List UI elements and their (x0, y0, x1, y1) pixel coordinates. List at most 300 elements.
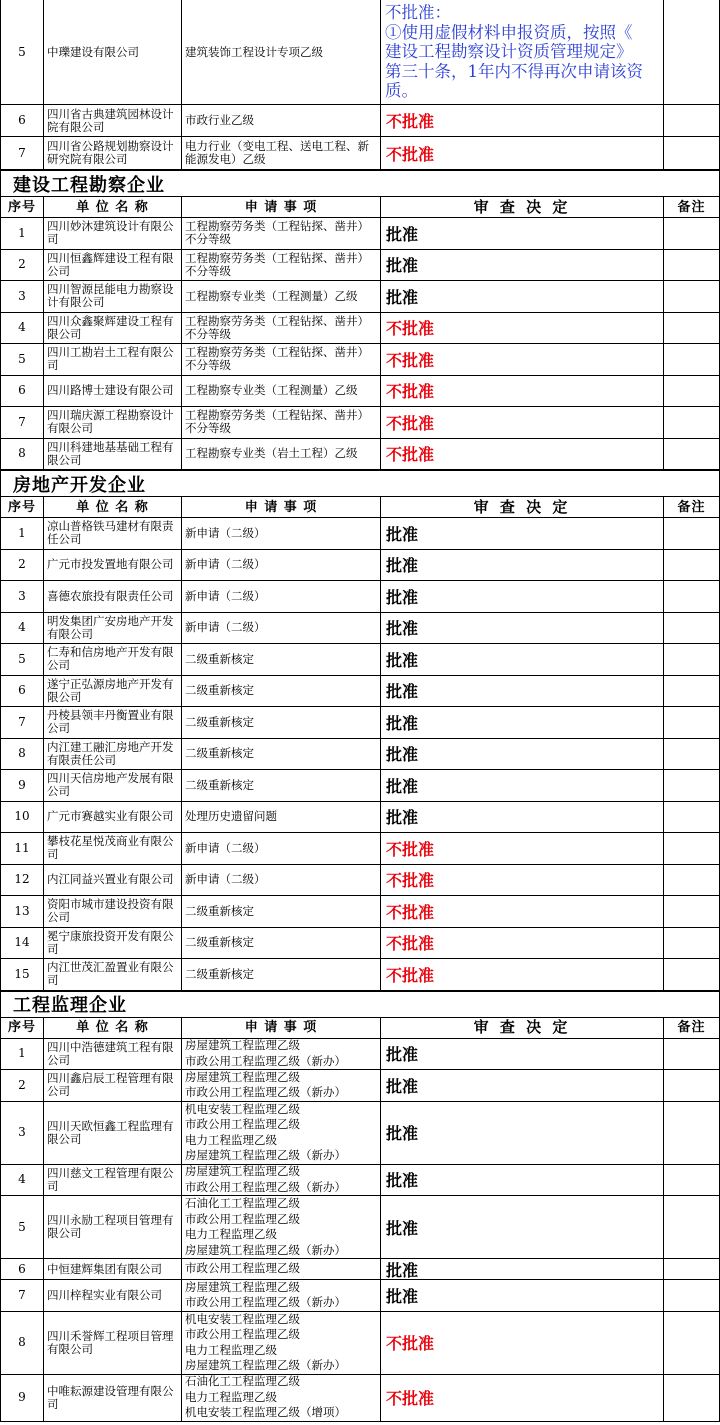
application-item-cell (182, 959, 381, 990)
table-row (0, 833, 720, 865)
row-number: 5 (18, 651, 26, 666)
review-decision-cell (381, 676, 664, 707)
row-number: 6 (18, 113, 26, 127)
header-remark: 备注 (677, 1020, 706, 1035)
company-cell (44, 770, 182, 801)
company-name: 中瓅建设有限公司 (47, 44, 139, 59)
application-item-line: 市政公用工程监理乙级（新办） (185, 1179, 346, 1194)
header-decision: 审 查 决 定 (473, 497, 571, 516)
table-row (0, 439, 720, 471)
company-name: 四川路博士建设有限公司 (47, 383, 174, 398)
application-item-line: 机电安装工程监理乙级 (185, 1311, 300, 1326)
application-item-line: 房屋建筑工程监理乙级 (185, 1070, 300, 1084)
application-item-cell (182, 802, 381, 833)
header-decision: 审 查 决 定 (473, 1018, 571, 1036)
row-number-cell (0, 250, 44, 281)
company-cell (44, 644, 182, 675)
company-cell (44, 1070, 182, 1101)
table-section (0, 170, 720, 470)
table-row (0, 1375, 720, 1422)
company-name: 仁寿和信房地产开发有限公司 (47, 645, 174, 673)
application-item-line: 房屋建筑工程监理乙级（新办） (185, 1148, 346, 1162)
decision-note-line: ①使用虚假材料申报资质，按照《 (385, 22, 633, 42)
application-item-line: 石油化工工程监理乙级 (185, 1374, 300, 1389)
review-decision: 不批准 (386, 350, 435, 370)
application-item: 新申请（二级） (185, 872, 266, 887)
review-decision: 不批准 (386, 1334, 435, 1353)
application-item-line: 房屋建筑工程监理乙级 (185, 1164, 300, 1179)
application-item: 处理历史遗留问题 (185, 809, 277, 824)
company-name: 四川天欧恒鑫工程监理有限公司 (47, 1118, 174, 1146)
application-item: 建筑装饰工程设计专项乙级 (185, 44, 323, 59)
review-decision-cell (381, 137, 664, 169)
application-item: 二级重新核定 (185, 683, 254, 698)
header-company-cell (44, 197, 182, 217)
review-decision: 批准 (386, 287, 419, 307)
company-cell (44, 1102, 182, 1164)
review-decision-cell (381, 344, 664, 375)
review-decision-cell (381, 250, 664, 281)
application-item: 新申请（二级） (185, 588, 266, 603)
application-item: 工程勘察劳务类（工程钻探、凿井）不分等级 (185, 313, 369, 341)
company-cell (44, 0, 182, 104)
application-item-cell (182, 518, 381, 549)
application-item-line: 电力工程监理乙级 (185, 1389, 277, 1404)
review-decision-cell (381, 896, 664, 927)
review-decision: 批准 (386, 556, 419, 576)
row-number-cell (0, 218, 44, 249)
company-name: 四川妙沐建筑设计有限公司 (47, 219, 174, 247)
company-cell (44, 1039, 182, 1070)
row-number: 3 (18, 1125, 26, 1139)
application-item-line: 房屋建筑工程监理乙级 (185, 1038, 300, 1053)
header-number-cell (0, 197, 44, 217)
application-item-cell (182, 676, 381, 707)
company-name: 攀枝花星悦茂商业有限公司 (47, 834, 174, 862)
table-row (0, 137, 720, 170)
row-number-cell (0, 1102, 44, 1164)
row-number: 8 (18, 446, 26, 461)
row-number-cell (0, 739, 44, 770)
review-decision: 批准 (386, 1076, 419, 1096)
remark-cell (664, 1259, 720, 1279)
header-decision-cell (381, 197, 664, 217)
review-decision: 批准 (386, 745, 419, 765)
row-number-cell (0, 707, 44, 738)
table-row (0, 770, 720, 802)
application-item: 二级重新核定 (185, 935, 254, 950)
application-item: 二级重新核定 (185, 746, 254, 761)
review-decision: 不批准 (386, 413, 435, 433)
table-row (0, 928, 720, 960)
application-item-line: 机电安装工程监理乙级（增项） (185, 1405, 346, 1420)
row-number-cell (0, 833, 44, 864)
application-item-line: 电力工程监理乙级 (185, 1342, 277, 1357)
company-cell (44, 865, 182, 896)
company-cell (44, 896, 182, 927)
application-item-line: 房屋建筑工程监理乙级（新办） (185, 1242, 346, 1257)
table-row (0, 1196, 720, 1259)
review-decision-cell (381, 1165, 664, 1196)
application-item-line: 石油化工工程监理乙级 (185, 1196, 300, 1210)
row-number: 14 (14, 935, 30, 950)
review-decision-cell (381, 959, 664, 990)
application-item-line: 市政公用工程监理乙级 (185, 1211, 300, 1226)
table-row (0, 1259, 720, 1280)
application-item: 二级重新核定 (185, 651, 254, 666)
application-item-cell (182, 281, 381, 312)
application-item-cell (182, 376, 381, 407)
company-cell (44, 833, 182, 864)
remark-cell (664, 707, 720, 738)
company-cell (44, 344, 182, 375)
review-decision-cell (381, 1280, 664, 1311)
application-item-cell (182, 218, 381, 249)
remark-cell (664, 1280, 720, 1311)
company-cell (44, 739, 182, 770)
review-decision: 批准 (386, 1260, 419, 1279)
header-decision-cell (381, 497, 664, 517)
application-item: 工程勘察专业类（岩土工程）乙级 (185, 446, 358, 461)
review-decision-cell (381, 581, 664, 612)
review-decision: 批准 (386, 587, 419, 607)
header-number-cell (0, 497, 44, 517)
application-item: 工程勘察劳务类（工程钻探、凿井）不分等级 (185, 219, 369, 247)
company-name: 四川瑞庆源工程勘察设计有限公司 (47, 408, 174, 436)
remark-cell (664, 1165, 720, 1196)
row-number: 12 (14, 872, 30, 887)
review-decision: 批准 (386, 682, 419, 702)
company-cell (44, 376, 182, 407)
company-name: 四川恒鑫辉建设工程有限公司 (47, 250, 174, 278)
remark-cell (664, 644, 720, 675)
header-number: 序号 (7, 199, 36, 215)
table-row (0, 959, 720, 991)
application-item-line: 房屋建筑工程监理乙级 (185, 1280, 300, 1294)
header-company-cell (44, 1018, 182, 1038)
row-number: 8 (18, 1335, 26, 1349)
company-name: 四川天信房地产发展有限公司 (47, 771, 174, 799)
review-decision-cell (381, 0, 664, 104)
review-decision: 不批准 (386, 319, 435, 339)
company-cell (44, 1280, 182, 1311)
company-name: 四川梓程实业有限公司 (47, 1287, 162, 1302)
company-name: 凉山普格铁马建材有限责任公司 (47, 519, 174, 547)
table-row (0, 218, 720, 250)
application-item-list (182, 1375, 380, 1421)
remark-cell (664, 344, 720, 375)
company-name: 喜德农旅投有限责任公司 (47, 588, 174, 603)
review-decision-cell (381, 928, 664, 959)
application-item-cell (182, 739, 381, 770)
company-name: 资阳市城市建设投资有限公司 (47, 897, 174, 925)
application-item-line: 房屋建筑工程监理乙级（新办） (185, 1358, 346, 1372)
review-decision: 不批准 (386, 902, 435, 922)
header-remark-cell (664, 1018, 720, 1038)
row-number: 6 (18, 383, 26, 398)
review-decision: 不批准 (386, 144, 435, 164)
application-item-line: 市政公用工程监理乙级（新办） (185, 1295, 346, 1310)
review-decision: 不批准 (386, 112, 435, 131)
row-number-cell (0, 896, 44, 927)
review-decision-cell (381, 218, 664, 249)
table-row (0, 1102, 720, 1165)
review-decision: 批准 (386, 1171, 419, 1191)
company-name: 四川智源昆能电力勘察设计有限公司 (47, 282, 174, 310)
review-decision-cell (381, 1312, 664, 1374)
remark-cell (664, 1375, 720, 1421)
remark-cell (664, 550, 720, 581)
company-name: 广元市赛越实业有限公司 (47, 809, 174, 824)
company-cell (44, 250, 182, 281)
company-name: 中唯耘源建设管理有限公司 (47, 1383, 174, 1411)
remark-cell (664, 1102, 720, 1164)
review-decision: 不批准 (386, 1389, 435, 1409)
remark-cell (664, 739, 720, 770)
table-row (0, 1039, 720, 1071)
application-item-cell (182, 1312, 381, 1374)
review-decision-cell (381, 707, 664, 738)
table-section (0, 0, 720, 170)
row-number: 7 (18, 714, 26, 729)
review-decision-cell (381, 1196, 664, 1258)
remark-cell (664, 376, 720, 407)
application-item: 二级重新核定 (185, 777, 254, 792)
row-number-cell (0, 613, 44, 644)
header-number: 序号 (7, 1020, 36, 1035)
row-number: 5 (18, 1219, 26, 1234)
remark-cell (664, 896, 720, 927)
review-decision: 不批准： (385, 3, 451, 23)
application-item-cell (182, 770, 381, 801)
remark-cell (664, 581, 720, 612)
table-row (0, 105, 720, 137)
remark-cell (664, 928, 720, 959)
review-decision-cell (381, 613, 664, 644)
company-cell (44, 281, 182, 312)
review-decision-cell (381, 105, 664, 136)
review-decision-cell (381, 833, 664, 864)
application-item-cell (182, 1259, 381, 1279)
row-number: 6 (18, 1261, 26, 1276)
company-cell (44, 105, 182, 136)
section-title-row (0, 991, 720, 1018)
decision-note-line: 建设工程勘察设计资质管理规定》 (385, 42, 633, 62)
remark-cell (664, 439, 720, 470)
table-row (0, 1165, 720, 1197)
application-item-cell (182, 707, 381, 738)
row-number: 4 (18, 620, 26, 635)
header-remark-cell (664, 197, 720, 217)
remark-cell (664, 833, 720, 864)
application-item-cell (182, 1102, 381, 1164)
row-number-cell (0, 1196, 44, 1258)
remark-cell (664, 865, 720, 896)
application-item-cell (182, 1196, 381, 1258)
application-item-line: 市政公用工程监理乙级（新办） (185, 1053, 346, 1068)
row-number: 4 (18, 1172, 26, 1187)
application-item: 工程勘察劳务类（工程钻探、凿井）不分等级 (185, 250, 369, 278)
row-number-cell (0, 865, 44, 896)
company-name: 四川科建地基基础工程有限公司 (47, 439, 174, 467)
application-item-cell (182, 1375, 381, 1421)
company-name: 四川慈文工程管理有限公司 (47, 1165, 174, 1193)
remark-cell (664, 137, 720, 169)
table-section (0, 470, 720, 991)
company-cell (44, 407, 182, 438)
application-item-line: 电力工程监理乙级 (185, 1227, 277, 1241)
review-decision: 批准 (386, 713, 419, 733)
company-cell (44, 313, 182, 344)
remark-cell (664, 518, 720, 549)
section-title: 房地产开发企业 (13, 474, 146, 496)
row-number-cell (0, 1259, 44, 1279)
remark-cell (664, 1312, 720, 1374)
application-item-line: 市政公用工程监理乙级 (185, 1117, 300, 1131)
header-number-cell (0, 1018, 44, 1038)
application-item-list (182, 1102, 380, 1164)
row-number-cell (0, 928, 44, 959)
application-item: 新申请（二级） (185, 557, 266, 572)
company-cell (44, 959, 182, 990)
application-item-cell (182, 407, 381, 438)
row-number: 6 (18, 683, 26, 698)
company-cell (44, 137, 182, 169)
table-row (0, 376, 720, 408)
review-decision-cell (381, 407, 664, 438)
application-item: 二级重新核定 (185, 966, 254, 981)
review-decision: 批准 (386, 256, 419, 276)
application-item: 工程勘察劳务类（工程钻探、凿井）不分等级 (185, 345, 369, 373)
row-number-cell (0, 137, 44, 169)
application-item-line: 电力工程监理乙级 (185, 1132, 277, 1147)
table-row (0, 0, 720, 105)
table-row (0, 865, 720, 897)
review-decision-cell (381, 439, 664, 470)
header-company-cell (44, 497, 182, 517)
header-row (0, 1018, 720, 1039)
review-decision-cell (381, 1102, 664, 1164)
company-name: 遂宁正弘源房地产开发有限公司 (47, 676, 174, 704)
company-cell (44, 1259, 182, 1279)
company-cell (44, 581, 182, 612)
application-item: 工程勘察劳务类（工程钻探、凿井）不分等级 (185, 408, 369, 436)
row-number: 10 (14, 809, 30, 824)
review-decision-cell (381, 739, 664, 770)
table-row (0, 550, 720, 582)
application-item-cell (182, 865, 381, 896)
row-number-cell (0, 644, 44, 675)
section-title-row (0, 470, 720, 497)
application-item-list (182, 1261, 380, 1277)
review-decision-cell (381, 802, 664, 833)
table-row (0, 1070, 720, 1102)
company-name: 内江世茂汇盈置业有限公司 (47, 960, 174, 988)
row-number: 15 (14, 966, 30, 981)
row-number-cell (0, 550, 44, 581)
application-item-cell (182, 613, 381, 644)
company-name: 四川众鑫聚辉建设工程有限公司 (47, 313, 174, 341)
company-name: 四川永励工程项目管理有限公司 (47, 1213, 174, 1240)
row-number: 5 (18, 44, 26, 59)
table-row (0, 581, 720, 613)
row-number: 7 (18, 414, 26, 429)
header-item-cell (182, 1018, 381, 1038)
row-number-cell (0, 1375, 44, 1421)
section-title: 工程监理企业 (13, 995, 127, 1016)
review-decision-cell (381, 376, 664, 407)
application-item-cell (182, 644, 381, 675)
application-item: 新申请（二级） (185, 840, 266, 855)
company-name: 丹棱县领丰丹衡置业有限公司 (47, 708, 174, 736)
remark-cell (664, 676, 720, 707)
remark-cell (664, 313, 720, 344)
application-item-list (182, 1196, 380, 1258)
company-cell (44, 1375, 182, 1421)
row-number: 7 (18, 145, 26, 160)
header-decision: 审 查 决 定 (473, 197, 571, 216)
row-number: 5 (18, 351, 26, 366)
header-item-cell (182, 197, 381, 217)
review-decision: 批准 (386, 1218, 419, 1238)
table-row (0, 250, 720, 282)
header-item: 申 请 事 项 (244, 499, 318, 515)
application-item: 电力行业（变电工程、送电工程、新能源发电）乙级 (185, 139, 369, 166)
review-decision: 不批准 (386, 871, 435, 891)
review-decision: 批准 (386, 1124, 419, 1143)
row-number: 4 (18, 320, 26, 335)
remark-cell (664, 1070, 720, 1101)
review-decision-cell (381, 518, 664, 549)
company-name: 四川省古典建筑园林设计院有限公司 (47, 106, 174, 134)
row-number-cell (0, 376, 44, 407)
application-item-cell (182, 1280, 381, 1311)
review-decision: 不批准 (386, 382, 435, 402)
row-number: 7 (18, 1287, 26, 1302)
row-number: 3 (18, 588, 26, 603)
row-number-cell (0, 439, 44, 470)
application-item-cell (182, 1070, 381, 1101)
row-number: 1 (18, 525, 26, 540)
application-item-cell (182, 550, 381, 581)
remark-cell (664, 770, 720, 801)
application-item-cell (182, 137, 381, 169)
remark-cell (664, 1039, 720, 1070)
application-item: 工程勘察专业类（工程测量）乙级 (185, 383, 358, 398)
review-decision: 批准 (386, 224, 419, 244)
review-decision-cell (381, 550, 664, 581)
application-item-list (182, 1312, 380, 1374)
application-item-cell (182, 250, 381, 281)
review-decision: 不批准 (386, 965, 435, 985)
review-decision: 批准 (386, 619, 419, 639)
review-decision: 批准 (386, 1045, 419, 1065)
decision-note (381, 3, 647, 101)
table-row (0, 613, 720, 645)
row-number-cell (0, 959, 44, 990)
header-remark: 备注 (677, 199, 706, 215)
company-name: 内江同益兴置业有限公司 (47, 872, 174, 887)
remark-cell (664, 218, 720, 249)
table-row (0, 676, 720, 708)
application-item-cell (182, 344, 381, 375)
header-row (0, 197, 720, 218)
row-number-cell (0, 105, 44, 136)
application-item-list (182, 1039, 380, 1070)
table-row (0, 313, 720, 345)
application-item-line: 市政公用工程监理乙级 (185, 1327, 300, 1341)
application-item-cell (182, 1165, 381, 1196)
